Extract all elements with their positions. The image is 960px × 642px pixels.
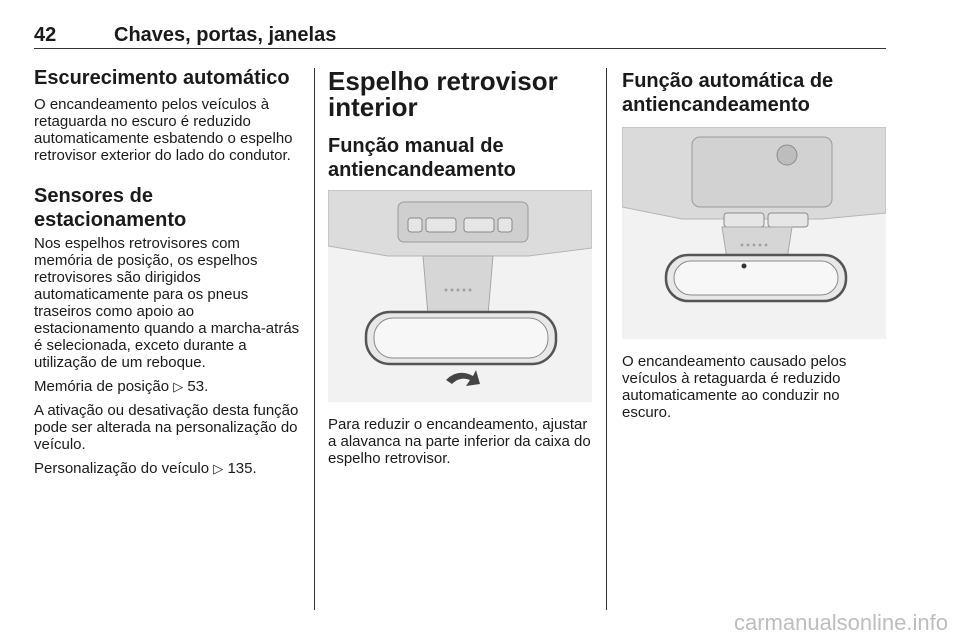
column-2 [328, 64, 594, 467]
header-divider [34, 48, 886, 49]
xref-label: Personalização do veículo [34, 460, 210, 477]
arrow-right-outline-icon: ▷ [213, 461, 224, 476]
auto-mirror-illustration [622, 127, 886, 339]
chapter-title: Chaves, portas, janelas [114, 24, 337, 46]
paragraph-auto-dimming: O encandeamento pelos veículos à retaguarda no escuro é reduzido automaticamente esbatendo o espelho retrovisor exterior do lado do condutor. [34, 96, 293, 164]
figure-manual-mirror [328, 190, 592, 402]
xref-vehicle-personalization[interactable] [34, 460, 302, 477]
column-1 [34, 64, 302, 477]
section-heading-interior-mirror: Espelho retrovisor interior [328, 66, 558, 122]
paragraph-auto-antiglare: O encandeamento causado pelos veículos à retaguarda é reduzido automaticamente ao conduzir no escuro. [622, 353, 847, 421]
page-header [34, 24, 886, 46]
xref-label: Memória de posição [34, 378, 170, 395]
column-divider [314, 68, 315, 610]
column-3 [622, 64, 888, 421]
paragraph-parking-sensors: Nos espelhos retrovisores com memória de posição, os espelhos retrovisores são dirigidos automaticamente para os pneus traseiros como apoio ao estacionamento quando a marcha-atrás é selecionada, exceto durante a utilização de um reboque. [34, 235, 300, 371]
subheading-manual-antiglare: Função manual de antiencandeamento [328, 135, 516, 181]
xref-page: 135. [227, 460, 257, 477]
section-heading-auto-antiglare: Função automática de antiencandeamento [622, 70, 834, 116]
column-divider [606, 68, 607, 610]
section-heading-auto-dimming: Escurecimento automático [34, 67, 290, 89]
xref-page: 53. [187, 378, 209, 395]
arrow-right-outline-icon: ▷ [173, 379, 184, 394]
xref-memory-position[interactable] [34, 378, 302, 395]
mirror-lever-illustration [328, 190, 592, 402]
figure-auto-mirror [622, 127, 886, 339]
paragraph-activation: A ativação ou desativação desta função pode ser alterada na personalização do veículo. [34, 402, 299, 453]
watermark: carmanualsonline.info [733, 610, 948, 635]
page-number: 42 [34, 24, 57, 46]
paragraph-manual-antiglare: Para reduzir o encandeamento, ajustar a alavanca na parte inferior da caixa do espelho retrovisor. [328, 416, 591, 467]
section-heading-parking-sensors: Sensores de estacionamento [34, 185, 187, 231]
